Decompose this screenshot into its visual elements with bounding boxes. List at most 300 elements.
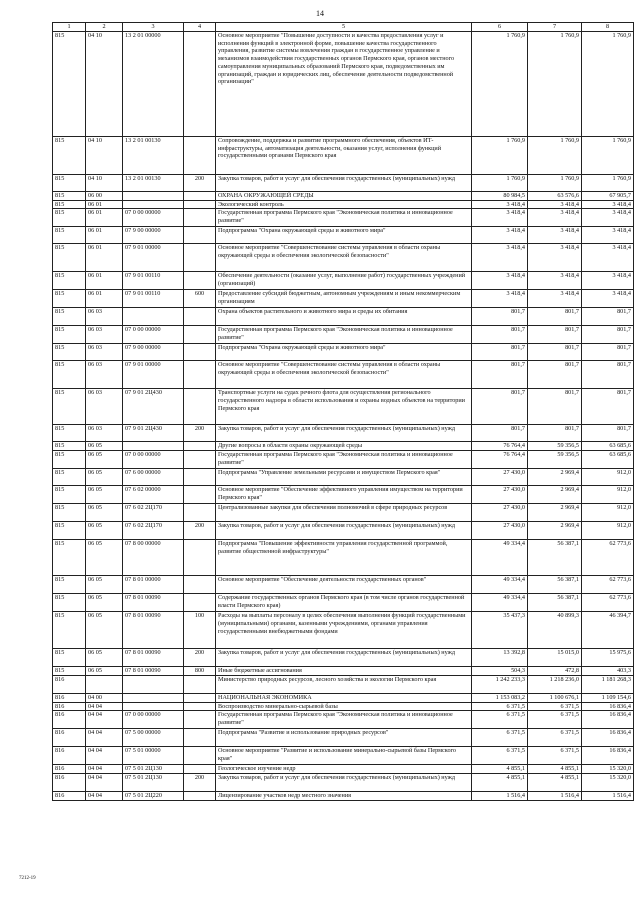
row-code-cell: 815 xyxy=(53,344,86,361)
amount-year-1-cell: 3 418,4 xyxy=(472,290,528,308)
table-row xyxy=(53,765,634,774)
amount-year-2-cell: 472,8 xyxy=(528,667,582,676)
expense-type-cell xyxy=(184,326,216,344)
section-cell: 06 03 xyxy=(86,326,123,344)
column-header: 5 xyxy=(216,23,472,32)
amount-year-2-cell: 801,7 xyxy=(528,344,582,361)
target-article-cell: 07 9 01 00000 xyxy=(123,361,184,389)
target-article-cell: 07 8 00 00000 xyxy=(123,540,184,576)
amount-year-3-cell: 912,0 xyxy=(582,469,634,486)
amount-year-2-cell: 59 356,5 xyxy=(528,451,582,469)
description-cell: Министерство природных ресурсов, лесного хозяйства и экологии Пермского края xyxy=(216,675,472,693)
description-cell: Геологическое изучение недр xyxy=(216,765,472,774)
amount-year-3-cell: 63 685,6 xyxy=(582,442,634,451)
expense-type-cell xyxy=(184,244,216,272)
amount-year-1-cell: 3 418,4 xyxy=(472,244,528,272)
amount-year-1-cell: 1 760,9 xyxy=(472,175,528,192)
target-article-cell: 13 2 01 00130 xyxy=(123,137,184,175)
description-cell: Подпрограмма "Охрана окружающей среды и животного мира" xyxy=(216,344,472,361)
target-article-cell: 07 9 01 2Ц430 xyxy=(123,389,184,425)
amount-year-2-cell: 1 760,9 xyxy=(528,175,582,192)
expense-type-cell: 200 xyxy=(184,175,216,192)
description-cell: Государственная программа Пермского края "Экономическая политика и инновационное развитие" xyxy=(216,711,472,729)
amount-year-1-cell: 27 430,0 xyxy=(472,522,528,540)
amount-year-1-cell: 1 760,9 xyxy=(472,32,528,137)
column-header: 2 xyxy=(86,23,123,32)
row-code-cell: 815 xyxy=(53,200,86,209)
section-cell: 04 04 xyxy=(86,747,123,765)
row-code-cell: 815 xyxy=(53,649,86,667)
row-code-cell: 815 xyxy=(53,451,86,469)
amount-year-3-cell: 912,0 xyxy=(582,504,634,522)
description-cell: Экологический контроль xyxy=(216,200,472,209)
section-cell: 06 05 xyxy=(86,576,123,594)
amount-year-2-cell: 2 969,4 xyxy=(528,522,582,540)
table-row xyxy=(53,773,634,791)
target-article-cell: 07 0 00 00000 xyxy=(123,326,184,344)
amount-year-2-cell: 56 387,1 xyxy=(528,594,582,612)
row-code-cell: 815 xyxy=(53,389,86,425)
table-row xyxy=(53,442,634,451)
section-cell: 06 01 xyxy=(86,209,123,227)
description-cell: Основное мероприятие "Обеспечение эффективного управления имуществом на территории Пермского края" xyxy=(216,486,472,504)
target-article-cell: 07 6 00 00000 xyxy=(123,469,184,486)
target-article-cell: 07 0 00 00000 xyxy=(123,209,184,227)
expense-type-cell xyxy=(184,693,216,702)
amount-year-3-cell: 15 320,0 xyxy=(582,765,634,774)
amount-year-1-cell: 801,7 xyxy=(472,425,528,442)
row-code-cell: 816 xyxy=(53,791,86,800)
description-cell: Предоставление субсидий бюджетным, автономным учреждениям и иным некоммерческим организациям xyxy=(216,290,472,308)
target-article-cell: 07 9 01 00110 xyxy=(123,272,184,290)
description-cell: Подпрограмма "Развитие и использование природных ресурсов" xyxy=(216,729,472,747)
section-cell: 06 05 xyxy=(86,486,123,504)
row-code-cell: 815 xyxy=(53,469,86,486)
section-cell: 04 00 xyxy=(86,693,123,702)
target-article-cell xyxy=(123,702,184,711)
section-cell: 06 03 xyxy=(86,425,123,442)
amount-year-3-cell: 1 516,4 xyxy=(582,791,634,800)
target-article-cell xyxy=(123,442,184,451)
expense-type-cell xyxy=(184,209,216,227)
description-cell: Закупка товаров, работ и услуг для обеспечения государственных (муниципальных) нужд xyxy=(216,175,472,192)
amount-year-3-cell: 801,7 xyxy=(582,308,634,326)
amount-year-2-cell: 59 356,5 xyxy=(528,442,582,451)
section-cell: 06 01 xyxy=(86,244,123,272)
amount-year-1-cell: 801,7 xyxy=(472,389,528,425)
target-article-cell: 07 0 00 00000 xyxy=(123,451,184,469)
expense-type-cell: 800 xyxy=(184,667,216,676)
target-article-cell: 07 6 02 2Ц170 xyxy=(123,504,184,522)
expense-type-cell xyxy=(184,361,216,389)
section-cell: 06 05 xyxy=(86,522,123,540)
target-article-cell xyxy=(123,308,184,326)
description-cell: Подпрограмма "Повышение эффективности управления государственной программой, развитие общественной инфраструктуры" xyxy=(216,540,472,576)
amount-year-1-cell: 35 437,3 xyxy=(472,612,528,649)
section-cell: 04 04 xyxy=(86,791,123,800)
amount-year-2-cell: 6 371,5 xyxy=(528,729,582,747)
amount-year-2-cell: 6 371,5 xyxy=(528,747,582,765)
row-code-cell: 815 xyxy=(53,192,86,201)
target-article-cell: 07 8 01 00000 xyxy=(123,576,184,594)
table-row xyxy=(53,389,634,425)
row-code-cell: 816 xyxy=(53,711,86,729)
amount-year-1-cell: 3 418,4 xyxy=(472,227,528,244)
table-row xyxy=(53,272,634,290)
amount-year-2-cell: 4 855,1 xyxy=(528,765,582,774)
description-cell: Охрана объектов растительного и животного мира и среды их обитания xyxy=(216,308,472,326)
row-code-cell: 815 xyxy=(53,326,86,344)
section-cell: 04 10 xyxy=(86,32,123,137)
row-code-cell: 815 xyxy=(53,425,86,442)
table-row xyxy=(53,137,634,175)
amount-year-1-cell: 6 371,5 xyxy=(472,729,528,747)
row-code-cell: 815 xyxy=(53,612,86,649)
amount-year-1-cell: 1 242 233,3 xyxy=(472,675,528,693)
table-row xyxy=(53,522,634,540)
table-row xyxy=(53,649,634,667)
expense-type-cell: 200 xyxy=(184,425,216,442)
table-row xyxy=(53,486,634,504)
target-article-cell xyxy=(123,675,184,693)
description-cell: Другие вопросы в области охраны окружающей среды xyxy=(216,442,472,451)
target-article-cell: 07 5 01 2Ц130 xyxy=(123,773,184,791)
amount-year-2-cell: 56 387,1 xyxy=(528,576,582,594)
amount-year-1-cell: 27 430,0 xyxy=(472,486,528,504)
table-row xyxy=(53,729,634,747)
row-code-cell: 815 xyxy=(53,486,86,504)
amount-year-1-cell: 27 430,0 xyxy=(472,469,528,486)
description-cell: Государственная программа Пермского края "Экономическая политика и инновационное развитие" xyxy=(216,451,472,469)
section-cell: 04 04 xyxy=(86,765,123,774)
amount-year-2-cell: 1 100 676,1 xyxy=(528,693,582,702)
expense-type-cell xyxy=(184,200,216,209)
table-row xyxy=(53,209,634,227)
row-code-cell: 815 xyxy=(53,272,86,290)
expense-type-cell xyxy=(184,192,216,201)
amount-year-1-cell: 49 334,4 xyxy=(472,594,528,612)
description-cell: НАЦИОНАЛЬНАЯ ЭКОНОМИКА xyxy=(216,693,472,702)
column-header: 6 xyxy=(472,23,528,32)
target-article-cell xyxy=(123,693,184,702)
expense-type-cell xyxy=(184,504,216,522)
table-row xyxy=(53,361,634,389)
amount-year-3-cell: 16 836,4 xyxy=(582,702,634,711)
amount-year-3-cell: 1 760,9 xyxy=(582,32,634,137)
amount-year-3-cell: 16 836,4 xyxy=(582,711,634,729)
amount-year-2-cell: 3 418,4 xyxy=(528,200,582,209)
target-article-cell: 07 5 01 2Ц130 xyxy=(123,765,184,774)
section-cell xyxy=(86,675,123,693)
expense-type-cell: 100 xyxy=(184,612,216,649)
row-code-cell: 815 xyxy=(53,290,86,308)
section-cell: 06 05 xyxy=(86,540,123,576)
section-cell: 06 03 xyxy=(86,344,123,361)
section-cell: 06 05 xyxy=(86,649,123,667)
expense-type-cell xyxy=(184,344,216,361)
amount-year-1-cell: 3 418,4 xyxy=(472,272,528,290)
amount-year-1-cell: 76 764,4 xyxy=(472,451,528,469)
description-cell: Лицензирование участков недр местного значения xyxy=(216,791,472,800)
amount-year-1-cell: 504,3 xyxy=(472,667,528,676)
expense-type-cell xyxy=(184,486,216,504)
row-code-cell: 816 xyxy=(53,693,86,702)
section-cell: 04 04 xyxy=(86,702,123,711)
amount-year-1-cell: 801,7 xyxy=(472,326,528,344)
description-cell: Централизованные закупки для обеспечения полномочий в сфере природных ресурсов xyxy=(216,504,472,522)
table-row xyxy=(53,469,634,486)
amount-year-2-cell: 6 371,5 xyxy=(528,702,582,711)
table-row xyxy=(53,711,634,729)
description-cell: Закупка товаров, работ и услуг для обеспечения государственных (муниципальных) нужд xyxy=(216,649,472,667)
row-code-cell: 815 xyxy=(53,308,86,326)
target-article-cell: 13 2 01 00130 xyxy=(123,175,184,192)
expense-type-cell xyxy=(184,442,216,451)
amount-year-2-cell: 4 855,1 xyxy=(528,773,582,791)
amount-year-2-cell: 1 760,9 xyxy=(528,32,582,137)
section-cell: 04 04 xyxy=(86,773,123,791)
section-cell: 04 04 xyxy=(86,711,123,729)
amount-year-3-cell: 1 109 154,6 xyxy=(582,693,634,702)
expense-type-cell xyxy=(184,540,216,576)
amount-year-1-cell: 801,7 xyxy=(472,308,528,326)
amount-year-1-cell: 3 418,4 xyxy=(472,200,528,209)
amount-year-2-cell: 2 969,4 xyxy=(528,504,582,522)
amount-year-3-cell: 3 418,4 xyxy=(582,227,634,244)
expense-type-cell xyxy=(184,308,216,326)
row-code-cell: 816 xyxy=(53,773,86,791)
table-row xyxy=(53,425,634,442)
section-cell: 06 05 xyxy=(86,504,123,522)
expense-type-cell xyxy=(184,389,216,425)
description-cell: Сопровождение, поддержка и развитие программного обеспечения, объектов ИТ-инфраструктуры, автоматизация деятельности, оказания услуг, исполнения функций государственными органами Пермского края xyxy=(216,137,472,175)
description-cell: ОХРАНА ОКРУЖАЮЩЕЙ СРЕДЫ xyxy=(216,192,472,201)
table-row xyxy=(53,667,634,676)
description-cell: Закупка товаров, работ и услуг для обеспечения государственных (муниципальных) нужд xyxy=(216,425,472,442)
target-article-cell: 07 9 01 00000 xyxy=(123,244,184,272)
expense-type-cell xyxy=(184,451,216,469)
table-row xyxy=(53,791,634,800)
section-cell: 06 01 xyxy=(86,272,123,290)
amount-year-1-cell: 4 855,1 xyxy=(472,765,528,774)
target-article-cell: 07 9 00 00000 xyxy=(123,344,184,361)
amount-year-2-cell: 6 371,5 xyxy=(528,711,582,729)
row-code-cell: 816 xyxy=(53,729,86,747)
table-header-row xyxy=(53,23,634,32)
column-header: 4 xyxy=(184,23,216,32)
amount-year-3-cell: 801,7 xyxy=(582,361,634,389)
row-code-cell: 815 xyxy=(53,667,86,676)
description-cell: Содержание государственных органов Пермского края (в том числе органов государственной власти Пермского края) xyxy=(216,594,472,612)
description-cell: Расходы на выплаты персоналу в целях обеспечения выполнения функций государственными (муниципальными) органами, казенными учреждениями, органами управления государственными внебюджетными фондами xyxy=(216,612,472,649)
column-header: 8 xyxy=(582,23,634,32)
amount-year-2-cell: 3 418,4 xyxy=(528,290,582,308)
row-code-cell: 816 xyxy=(53,675,86,693)
row-code-cell: 815 xyxy=(53,209,86,227)
expense-type-cell xyxy=(184,791,216,800)
description-cell: Подпрограмма "Управление земельными ресурсами и имуществом Пермского края" xyxy=(216,469,472,486)
amount-year-2-cell: 801,7 xyxy=(528,308,582,326)
expense-type-cell xyxy=(184,32,216,137)
section-cell: 06 00 xyxy=(86,192,123,201)
table-row xyxy=(53,594,634,612)
amount-year-2-cell: 3 418,4 xyxy=(528,227,582,244)
amount-year-3-cell: 801,7 xyxy=(582,344,634,361)
amount-year-1-cell: 49 334,4 xyxy=(472,540,528,576)
expense-type-cell xyxy=(184,765,216,774)
amount-year-3-cell: 1 181 268,3 xyxy=(582,675,634,693)
amount-year-3-cell: 801,7 xyxy=(582,425,634,442)
description-cell: Основное мероприятие "Развитие и использование минерально-сырьевой базы Пермского края" xyxy=(216,747,472,765)
amount-year-2-cell: 1 218 236,0 xyxy=(528,675,582,693)
amount-year-1-cell: 80 984,5 xyxy=(472,192,528,201)
section-cell: 06 01 xyxy=(86,200,123,209)
amount-year-2-cell: 3 418,4 xyxy=(528,272,582,290)
section-cell: 06 03 xyxy=(86,389,123,425)
amount-year-2-cell: 40 899,3 xyxy=(528,612,582,649)
target-article-cell: 07 5 01 00000 xyxy=(123,747,184,765)
amount-year-3-cell: 912,0 xyxy=(582,522,634,540)
row-code-cell: 815 xyxy=(53,32,86,137)
target-article-cell: 07 5 00 00000 xyxy=(123,729,184,747)
description-cell: Основное мероприятие "Совершенствование системы управления в области охраны окружающей среды и обеспечения экологической безопасности" xyxy=(216,361,472,389)
table-row xyxy=(53,200,634,209)
expense-type-cell xyxy=(184,469,216,486)
expense-type-cell xyxy=(184,729,216,747)
table-row xyxy=(53,451,634,469)
row-code-cell: 815 xyxy=(53,504,86,522)
expense-type-cell xyxy=(184,227,216,244)
row-code-cell: 816 xyxy=(53,765,86,774)
section-cell: 04 04 xyxy=(86,729,123,747)
section-cell: 06 03 xyxy=(86,308,123,326)
section-cell: 06 05 xyxy=(86,612,123,649)
amount-year-3-cell: 1 760,9 xyxy=(582,175,634,192)
expense-type-cell xyxy=(184,747,216,765)
table-row xyxy=(53,326,634,344)
amount-year-3-cell: 67 905,7 xyxy=(582,192,634,201)
section-cell: 06 05 xyxy=(86,442,123,451)
target-article-cell xyxy=(123,200,184,209)
amount-year-3-cell: 62 773,6 xyxy=(582,576,634,594)
amount-year-3-cell: 3 418,4 xyxy=(582,272,634,290)
table-row xyxy=(53,227,634,244)
description-cell: Иные бюджетные ассигнования xyxy=(216,667,472,676)
section-cell: 06 05 xyxy=(86,594,123,612)
description-cell: Транспортные услуги на судах речного флота для осуществления регионального государственного надзора в области использования и охраны водных объектов на территории Пермского края xyxy=(216,389,472,425)
target-article-cell: 07 8 01 00090 xyxy=(123,612,184,649)
table-row xyxy=(53,175,634,192)
table-row xyxy=(53,504,634,522)
amount-year-1-cell: 49 334,4 xyxy=(472,576,528,594)
target-article-cell xyxy=(123,192,184,201)
amount-year-1-cell: 1 516,4 xyxy=(472,791,528,800)
table-row xyxy=(53,344,634,361)
expense-type-cell: 200 xyxy=(184,773,216,791)
table-row xyxy=(53,693,634,702)
target-article-cell: 07 8 01 00090 xyxy=(123,649,184,667)
amount-year-1-cell: 801,7 xyxy=(472,361,528,389)
row-code-cell: 816 xyxy=(53,747,86,765)
description-cell: Основное мероприятие "Повышение доступности и качества предоставления услуг и исполнения функций в электронной форме, повышение качества государственного управления, развитие системы вовлечения граждан в государственное управление и механизмов взаимодействия государственных органов Пермского края, органов местного самоуправления муниципальных образований Пермского края, подведомственных им организаций, граждан и юридических лиц, обеспечение деятельности подведомственной организации" xyxy=(216,32,472,137)
amount-year-1-cell: 6 371,5 xyxy=(472,747,528,765)
table-row xyxy=(53,576,634,594)
table-row xyxy=(53,702,634,711)
table-row xyxy=(53,290,634,308)
amount-year-2-cell: 3 418,4 xyxy=(528,244,582,272)
expense-type-cell xyxy=(184,711,216,729)
target-article-cell: 13 2 01 00000 xyxy=(123,32,184,137)
expense-type-cell xyxy=(184,576,216,594)
table-row xyxy=(53,308,634,326)
amount-year-3-cell: 3 418,4 xyxy=(582,290,634,308)
amount-year-1-cell: 3 418,4 xyxy=(472,209,528,227)
amount-year-2-cell: 801,7 xyxy=(528,361,582,389)
amount-year-2-cell: 1 516,4 xyxy=(528,791,582,800)
target-article-cell: 07 0 00 00000 xyxy=(123,711,184,729)
budget-table xyxy=(52,22,634,801)
expense-type-cell: 600 xyxy=(184,290,216,308)
amount-year-3-cell: 16 836,4 xyxy=(582,729,634,747)
section-cell: 06 01 xyxy=(86,227,123,244)
table-row xyxy=(53,32,634,137)
section-cell: 04 10 xyxy=(86,137,123,175)
expense-type-cell xyxy=(184,272,216,290)
table-row xyxy=(53,747,634,765)
amount-year-1-cell: 4 855,1 xyxy=(472,773,528,791)
amount-year-3-cell: 912,0 xyxy=(582,486,634,504)
target-article-cell: 07 9 00 00000 xyxy=(123,227,184,244)
table-row xyxy=(53,540,634,576)
amount-year-2-cell: 1 760,9 xyxy=(528,137,582,175)
amount-year-3-cell: 801,7 xyxy=(582,326,634,344)
row-code-cell: 815 xyxy=(53,522,86,540)
row-code-cell: 815 xyxy=(53,244,86,272)
column-header: 7 xyxy=(528,23,582,32)
section-cell: 06 01 xyxy=(86,290,123,308)
amount-year-1-cell: 6 371,5 xyxy=(472,702,528,711)
amount-year-2-cell: 15 015,0 xyxy=(528,649,582,667)
amount-year-1-cell: 13 392,8 xyxy=(472,649,528,667)
section-cell: 06 05 xyxy=(86,451,123,469)
row-code-cell: 815 xyxy=(53,361,86,389)
column-header: 1 xyxy=(53,23,86,32)
description-cell: Государственная программа Пермского края "Экономическая политика и инновационное развитие" xyxy=(216,209,472,227)
table-row xyxy=(53,192,634,201)
row-code-cell: 815 xyxy=(53,175,86,192)
row-code-cell: 816 xyxy=(53,702,86,711)
amount-year-3-cell: 3 418,4 xyxy=(582,200,634,209)
row-code-cell: 815 xyxy=(53,540,86,576)
expense-type-cell xyxy=(184,675,216,693)
table-body xyxy=(53,32,634,801)
row-code-cell: 815 xyxy=(53,227,86,244)
amount-year-1-cell: 27 430,0 xyxy=(472,504,528,522)
amount-year-1-cell: 801,7 xyxy=(472,344,528,361)
amount-year-3-cell: 1 760,9 xyxy=(582,137,634,175)
description-cell: Обеспечение деятельности (оказание услуг, выполнение работ) государственных учреждений (организаций) xyxy=(216,272,472,290)
footer-code: 7212-19 xyxy=(19,876,36,881)
column-header: 3 xyxy=(123,23,184,32)
target-article-cell: 07 6 02 00000 xyxy=(123,486,184,504)
amount-year-2-cell: 801,7 xyxy=(528,425,582,442)
table-row xyxy=(53,675,634,693)
description-cell: Закупка товаров, работ и услуг для обеспечения государственных (муниципальных) нужд xyxy=(216,773,472,791)
amount-year-3-cell: 15 975,6 xyxy=(582,649,634,667)
row-code-cell: 815 xyxy=(53,137,86,175)
table-row xyxy=(53,612,634,649)
expense-type-cell xyxy=(184,137,216,175)
